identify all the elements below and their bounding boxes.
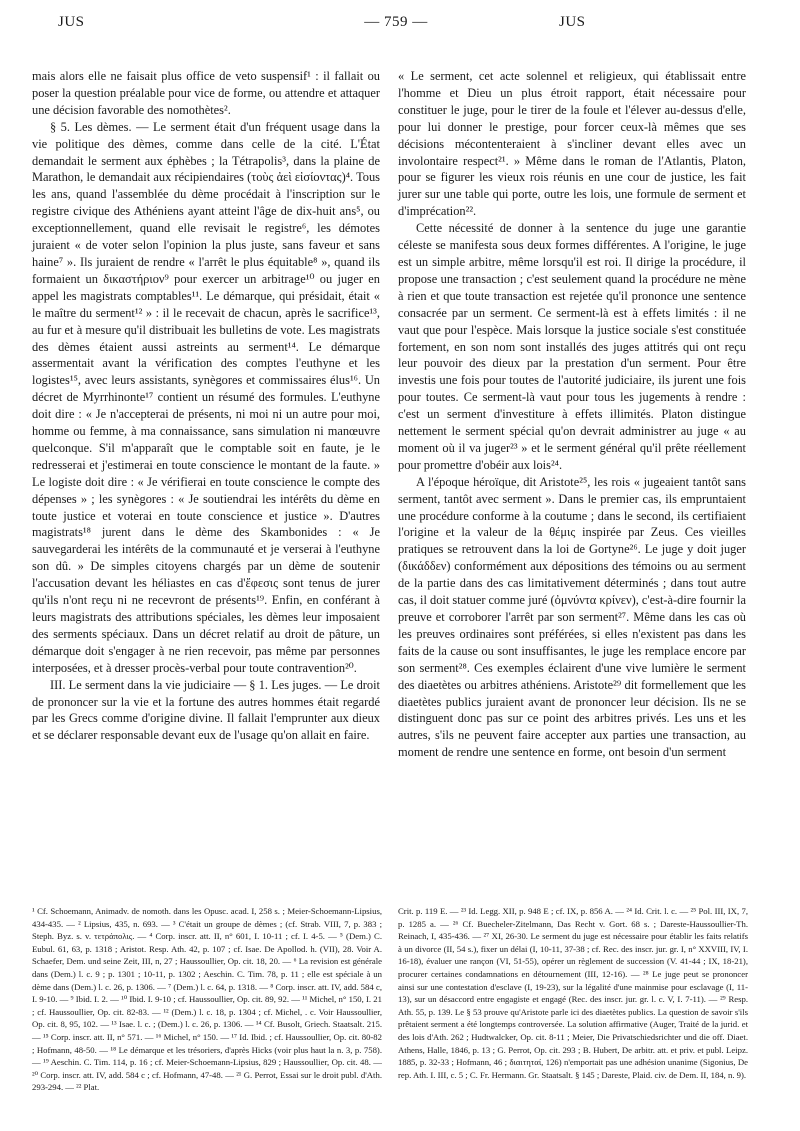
paragraph: « Le serment, cet acte solennel et religieux, qui établissait entre l'homme et Dieu un plus étroit rapport, était nécessaire pour constituer le juge, pour le tirer de la foule et l'élever au-dessus d'elle, pour lui donner le prestige, pour forcer ceux-là mêmes que ses décisions mécontenteraient à s'incliner devant elles avec un involontaire respect²¹. » Même dans le roman de l'Atlantis, Platon, pour se figurer les vieux rois réunis en une cour de justice, les fait jurer sur une table qui porte, outre les lois, une formule de serment et d'imprécation²². — [398, 69, 746, 219]
paragraph: § 5. Les dèmes. — Le serment était d'un fréquent usage dans la vie politique des dèmes, comme dans celle de la cité. L'État demandait le serment aux éphèbes ; la Tétrapolis³, dans la plaine de Marathon, le demandait aux récipiendaires (τοὺς ἀεὶ εἰσίοντας)⁴. Tous les ans, quand l'assemblée du dème procédait à l'inscription sur le registre civique des Athéniens ayant atteint l'âge de dix-huit ans⁵, ou exceptionnellement, quand elle revisait le registre⁶, les démotes juraient « de voter selon l'opinion la plus juste, sans faveur et sans haine⁷ ». Ils juraient de rendre « l'arrêt le plus équitable⁸ », quand ils formaient un δικαστήριον⁹ pour exercer un arbitrage¹⁰ ou juger en appel les magistrats comptables¹¹. Le démarque, qui présidait, était « le maître du serment¹² » : il le recevait de chacun, après le sacrifice¹³, au fur et à mesure qu'il distribuait les bulletins de vote. Les magistrats des dèmes étaient aussi astreints au serment¹⁴. Le démarque assermentait avant la vérification des comptes l'euthyne et les logistes¹⁵, avec leurs assistants, synègores et commissaires élus¹⁶. Un décret de Myrrhinonte¹⁷ contient un résumé des formules. L'euthyne doit dire : « Je n'accepterai de présents, ni moi ni un autre pour moi, homme ou femme, à ma connaissance, sans simulation ni manœuvre quelconque. S'il m'apparaît que le comptable soit en faute, je le redresserai et j'estimerai en toute conscience le montant de la faute. » Le logiste doit dire : « Je vérifierai en toute conscience le compte des dépenses » ; les synègores : « Je soutiendrai les intérêts du dème en toute justice et voterai en toute conscience et justice ». D'autres magistrats¹⁸ jurent dans le dème des Skambonides : « Je sauvegarderai les intérêts de la communauté et je verserai à l'euthyne son dû. » De simples citoyens chargés par un dème de soutenir l'accusation devant les héliastes en cas d'ἔφεσις sont tenus de jurer qu'ils n'ont reçu ni ne recevront de présents¹⁹. Enfin, en conférant à leurs magistrats des attributions spéciales, les dèmes leur imposaient des serments spéciaux. Dans un décret relatif au droit de pâture, un démarque doit s'engager à ne rien recevoir, pas même par personnes interposées, et à dresser procès-verbal pour toute contravention²⁰. — [32, 119, 380, 675]
running-head-left: JUS — [58, 14, 85, 30]
footnotes-right: Crit. p. 119 E. — ²³ Id. Legg. XII, p. 948 E ; cf. IX, p. 856 A. — ²⁴ Id. Crit. l. c. — ²⁵ Pol. III, IX, 7, p. 1285 a. — ²⁶ Cf. Buecheler-Zitelmann, Das Recht v. Gort. 68 s. ; Dareste-Haussoullier-Th. Reinach, I, 435-436. — ²⁷ XI, 26-30. Le serment du juge est nécessaire pour établir les faits relatifs à un divorce (II, 54 s.), fixer un délai (I, 10-11, 37-38 ; cf. Rec. des inscr. jur. gr. I, n° XXVIII, IV, I. 16-18), évaluer une rançon (VI, 51-55), opérer un règlement de succession (V. 41-44 ; IX, 18-21), procurer certaines condamnations en détournement (III, 12-16). — ²⁸ Le juge peut se prononcer ainsi sur une contestation d'esclave (I, 19-23), sur la légalité d'une mainmise pour esclavage (I, 11-13), sur un désaccord entre engagiste et engagé (Rec. des inscr. jur. gr. l. c. V, I. 7-11). — ²⁹ Resp. Ath. 55, p. 139. Le § 53 prouve qu'Aristote parle ici des diaetètes publics. La question de savoir s'ils prêtaient serment a été longtemps controversée. La solution affirmative (Auger, Traité de la jurid. et des lois d'Ath. 262 ; Hudtwalcker, Op. cit. 8-11 ; Meier, Die Privatschiedsrichter und die off. Diaet. Athens, Halle, 1846, p. 13 ; G. Perrot, Op. cit. 293 ; B. Hubert, De arbitr. att. et priv. et publ. Leipz. 1885, p. 32-33 ; Hofmann, 46 ; διαιτηταί, 126) n'emportait pas une adhésion unanime (Sigonius, De rep. Ath. I. III, c. 5 ; C. Fr. Hermann. Gr. Staatsalt. § 145 ; Dareste, Plaid. civ. de Dem. II, 184, n. 9). — [398, 906, 748, 1080]
page-header — [32, 6, 760, 32]
paragraph: Cette nécessité de donner à la sentence du juge une garantie céleste se manifesta sous deux formes différentes. A l'origine, le juge est un simple arbitre, même lorsqu'il est roi. Il dirige la procédure, il propose une transaction ; c'est seulement quand la procédure ne mène à rien et que toute transaction est rejetée qu'il prononce une sentence consacrée par un serment. Ce serment-là est à effets limités : il ne vaut que pour l'espèce. Mais lorsque la justice sociale s'est constituée fortement, en son nom sont installés des juges attitrés qui ont reçu leur pouvoir des dieux par la prestation d'un serment. Pour être investis une fois pour toutes de l'autorité judiciaire, ils jurent une fois pour toutes. Ce serment-là vaut pour tous les jugements à rendre : c'est un serment d'investiture à effets illimités. Platon distingue nettement le serment spécial qu'on devrait administrer au juge « au moment où il va juger²³ » et le serment général qu'il prête réellement pour promettre d'obéir aux lois²⁴. — [398, 221, 746, 472]
right-column — [398, 68, 746, 761]
paragraph: mais alors elle ne faisait plus office de veto suspensif¹ : il fallait ou poser la question préalable pour vice de forme, ou attendre et attaquer une décision favorable des nomothètes². — [32, 69, 380, 117]
footnotes-left: ¹ Cf. Schoemann, Animadv. de nomoth. dans les Opusc. acad. I, 258 s. ; Meier-Schoemann-Lipsius, 434-435. — ² Lipsius, 435, n. 693. — ³ C'était un groupe de dèmes ; (cf. Strab. VIII, 7, p. 383 ; Steph. Byz. s. v. τετράπολις. — ⁴ Corp. inscr. att. II, n° 601, I. 10-11 ; cf. I. 4-5. — ⁵ (Dem.) C. Eubul. 61, 63, p. 1318 ; Aristot. Resp. Ath. 42, p. 107 ; cf. Isae. De Apollod. h. (VII), 28. Voir A. Schaefer, Dem. und seine Zeit, III, n, 27 ; Haussoullier, Op. cit. 18, 20. — ⁶ La revision est générale dans (Dem.) l. c. 9 ; p. 1301 ; 10-11, p. 1302 ; Aeschin. C. Tim. 78, p. 11 ; elle est spéciale à un dème dans (Dem.) l. c. 26, p. 1306. — ⁷ (Dem.) l. c. 64, p. 1318. — ⁸ Corp. inscr. att. IV, add. 584 c, I. 9-10. — ⁹ Ibid. I. 2. — ¹⁰ Ibid. I. 9-10 ; cf. Haussoullier, Op. cit. 89, 92. — ¹¹ Michel, n° 150, I. 21 ; cf. Haussoullier, Op. cit. 82-83. — ¹² (Dem.) l. c. 18, p. 1304 ; cf. Michel, . c. Voir Haussoullier, Op. cit. 8, 95, 102. — ¹³ Isae. l. c. ; (Dem.) l. c. 26, p. 1306. — ¹⁴ Cf. Busolt, Griech. Staatsalt. 215. — ¹⁵ Corp. inscr. att. II, n° 571. — ¹⁶ Michel, n° 150. — ¹⁷ Id. Ibid. ; cf. Haussoullier, Op. cit. 80-82 ; Hofmann, 48-50. — ¹⁸ Le démarque et les trésoriers, d'après Hicks (voir plus haut la n. 3, p. 758). — ¹⁹ Aeschin. C. Tim. 114, p. 16 ; cf. Meier-Schoemann-Lipsius, 829 ; Haussoullier, Op. cit. 48. — ²⁰ Corp. inscr. att. IV, add. 584 c ; cf. Hofmann, 47-48. — ²¹ G. Perrot, Essai sur le droit publ. d'Ath. 293-294. — ²² Plat. — [32, 906, 382, 1093]
running-head-right: JUS — [559, 14, 586, 30]
page-number: — 759 — — [364, 14, 428, 30]
left-column — [32, 68, 380, 744]
paragraph: III. Le serment dans la vie judiciaire — § 1. Les juges. — Le droit de prononcer sur la vie et la fortune des autres hommes était regardé par les Grecs comme d'origine divine. Il fallait l'emprunter aux dieux et se déclarer responsable devant eux de l'usage qu'on allait en faire. — [32, 677, 380, 743]
paragraph: A l'époque héroïque, dit Aristote²⁵, les rois « jugeaient tantôt sans serment, tantôt avec serment ». Dans le premier cas, ils empruntaient une procédure conforme à la coutume ; dans le second, ils certifiaient l'origine et la valeur de la θέμις inspirée par Zeus. Ces vieilles pratiques se retrouvent dans la loi de Gortyne²⁶. Le juge y doit juger (δικάδδεν) conformément aux dépositions des témoins ou au serment de la partie dans des cas limitativement déterminés ; dans tout autre cas, il doit statuer comme juré (ὀμνύντα κρίνεν), c'est-à-dire fournir la preuve et corroborer l'arrêt par son serment²⁷. Même dans les cas où les preuves ordinaires sont préférées, si elles n'existent pas dans les faits de la cause ou sont insuffisantes, le juge les remplace encore par son serment²⁸. Ces exemples éclairent d'une vive lumière le serment des diaetètes ou arbitres athéniens. Aristote²⁹ dit formellement que les diaetètes publics juraient avant de prononcer leur décision. Ils ne se distinguent donc pas sur ce point des arbitres privés. Les uns et les autres, s'ils ne peuvent faire accepter aux parties une transaction, au moment de rendre une sentence en forme, ont besoin d'un serment — [398, 474, 746, 760]
